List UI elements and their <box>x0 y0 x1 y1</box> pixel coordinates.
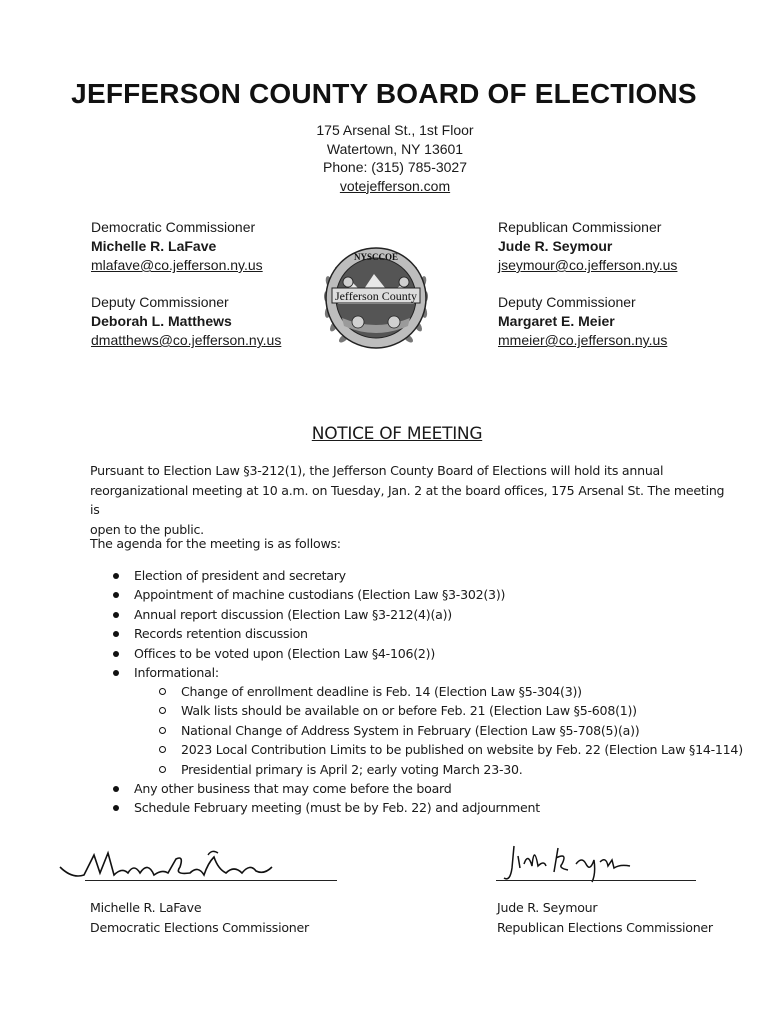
bullet-icon <box>113 592 119 598</box>
hollow-bullet-icon <box>159 727 166 734</box>
notice-paragraph-line: open to the public. <box>90 521 204 537</box>
bullet-icon <box>113 786 119 792</box>
agenda-item: Records retention discussion <box>134 624 505 643</box>
democratic-deputy-title: Deputy Commissioner <box>91 294 229 310</box>
republican-deputy-email[interactable]: mmeier@co.jefferson.ny.us <box>498 332 668 348</box>
left-signature-scribble <box>58 845 308 890</box>
notice-heading: NOTICE OF MEETING <box>311 424 483 444</box>
bullet-icon <box>113 651 119 657</box>
republican-commissioner-name: Jude R. Seymour <box>498 238 613 254</box>
bullet-icon <box>113 670 119 676</box>
left-signature-line <box>85 880 337 881</box>
notice-paragraph <box>90 461 730 539</box>
hollow-bullet-icon <box>159 688 166 695</box>
agenda-intro: The agenda for the meeting is as follows: <box>90 536 341 551</box>
left-signatory-title: Democratic Elections Commissioner <box>90 920 309 935</box>
democratic-deputy-name: Deborah L. Matthews <box>91 313 232 329</box>
agenda-subitem: Change of enrollment deadline is Feb. 14 (Election Law §5-304(3)) <box>181 682 743 701</box>
informational-sublist <box>181 682 743 779</box>
office-address-block <box>0 121 768 195</box>
bullet-icon <box>113 805 119 811</box>
democratic-commissioner-name: Michelle R. LaFave <box>91 238 217 254</box>
right-signatory-title: Republican Elections Commissioner <box>497 920 713 935</box>
seal-center-text: Jefferson County <box>334 289 418 303</box>
seal-top-text: NYSCCOE <box>353 252 399 262</box>
address-line-1: 175 Arsenal St., 1st Floor <box>316 122 474 138</box>
document-title: JEFFERSON COUNTY BOARD OF ELECTIONS <box>71 78 697 109</box>
left-signatory-name: Michelle R. LaFave <box>90 900 202 915</box>
agenda-item: Offices to be voted upon (Election Law §4-106(2)) <box>134 644 505 663</box>
bullet-icon <box>113 573 119 579</box>
democratic-commissioner-title: Democratic Commissioner <box>91 219 256 235</box>
phone-number: Phone: (315) 785-3027 <box>323 159 467 175</box>
bullet-icon <box>113 631 119 637</box>
agenda-subitem: Presidential primary is April 2; early voting March 23-30. <box>181 760 743 779</box>
agenda-list-final <box>134 779 540 818</box>
agenda-list <box>134 566 505 682</box>
agenda-item: Any other business that may come before the board <box>134 779 540 798</box>
county-seal-graphic <box>312 222 440 368</box>
hollow-bullet-icon <box>159 746 166 753</box>
republican-commissioners-block <box>498 218 677 350</box>
website-link[interactable]: votejefferson.com <box>339 177 451 194</box>
agenda-subitem: National Change of Address System in February (Election Law §5-708(5)(a)) <box>181 721 743 740</box>
bullet-icon <box>113 612 119 618</box>
right-signature-line <box>496 880 696 881</box>
agenda-item: Annual report discussion (Election Law §3-212(4)(a)) <box>134 605 505 624</box>
notice-paragraph-line: reorganizational meeting at 10 a.m. on Tuesday, Jan. 2 at the board offices, 175 Arsenal St. The meeting is <box>90 482 725 517</box>
right-signatory-name: Jude R. Seymour <box>497 900 598 915</box>
agenda-subitem: Walk lists should be available on or before Feb. 21 (Election Law §5-608(1)) <box>181 701 743 720</box>
agenda-item: Informational: <box>134 663 505 682</box>
hollow-bullet-icon <box>159 707 166 714</box>
agenda-subitem: 2023 Local Contribution Limits to be published on website by Feb. 22 (Election Law §14-114) <box>181 740 743 759</box>
agenda-item: Appointment of machine custodians (Election Law §3-302(3)) <box>134 585 505 604</box>
county-seal <box>312 222 440 368</box>
republican-commissioner-title: Republican Commissioner <box>498 219 662 235</box>
republican-deputy-name: Margaret E. Meier <box>498 313 615 329</box>
left-signatory <box>90 898 309 938</box>
agenda-item: Election of president and secretary <box>134 566 505 585</box>
republican-commissioner-email[interactable]: jseymour@co.jefferson.ny.us <box>498 257 678 273</box>
address-line-2: Watertown, NY 13601 <box>326 140 464 157</box>
republican-deputy-title: Deputy Commissioner <box>498 294 636 310</box>
democratic-deputy-email[interactable]: dmatthews@co.jefferson.ny.us <box>91 332 282 348</box>
hollow-bullet-icon <box>159 766 166 773</box>
agenda-item: Schedule February meeting (must be by Feb. 22) and adjournment <box>134 798 540 817</box>
notice-paragraph-line: Pursuant to Election Law §3-212(1), the Jefferson County Board of Elections will hold its annual <box>90 463 664 478</box>
democratic-commissioners-block <box>91 218 281 350</box>
right-signatory <box>497 898 713 938</box>
democratic-commissioner-email[interactable]: mlafave@co.jefferson.ny.us <box>91 257 263 273</box>
